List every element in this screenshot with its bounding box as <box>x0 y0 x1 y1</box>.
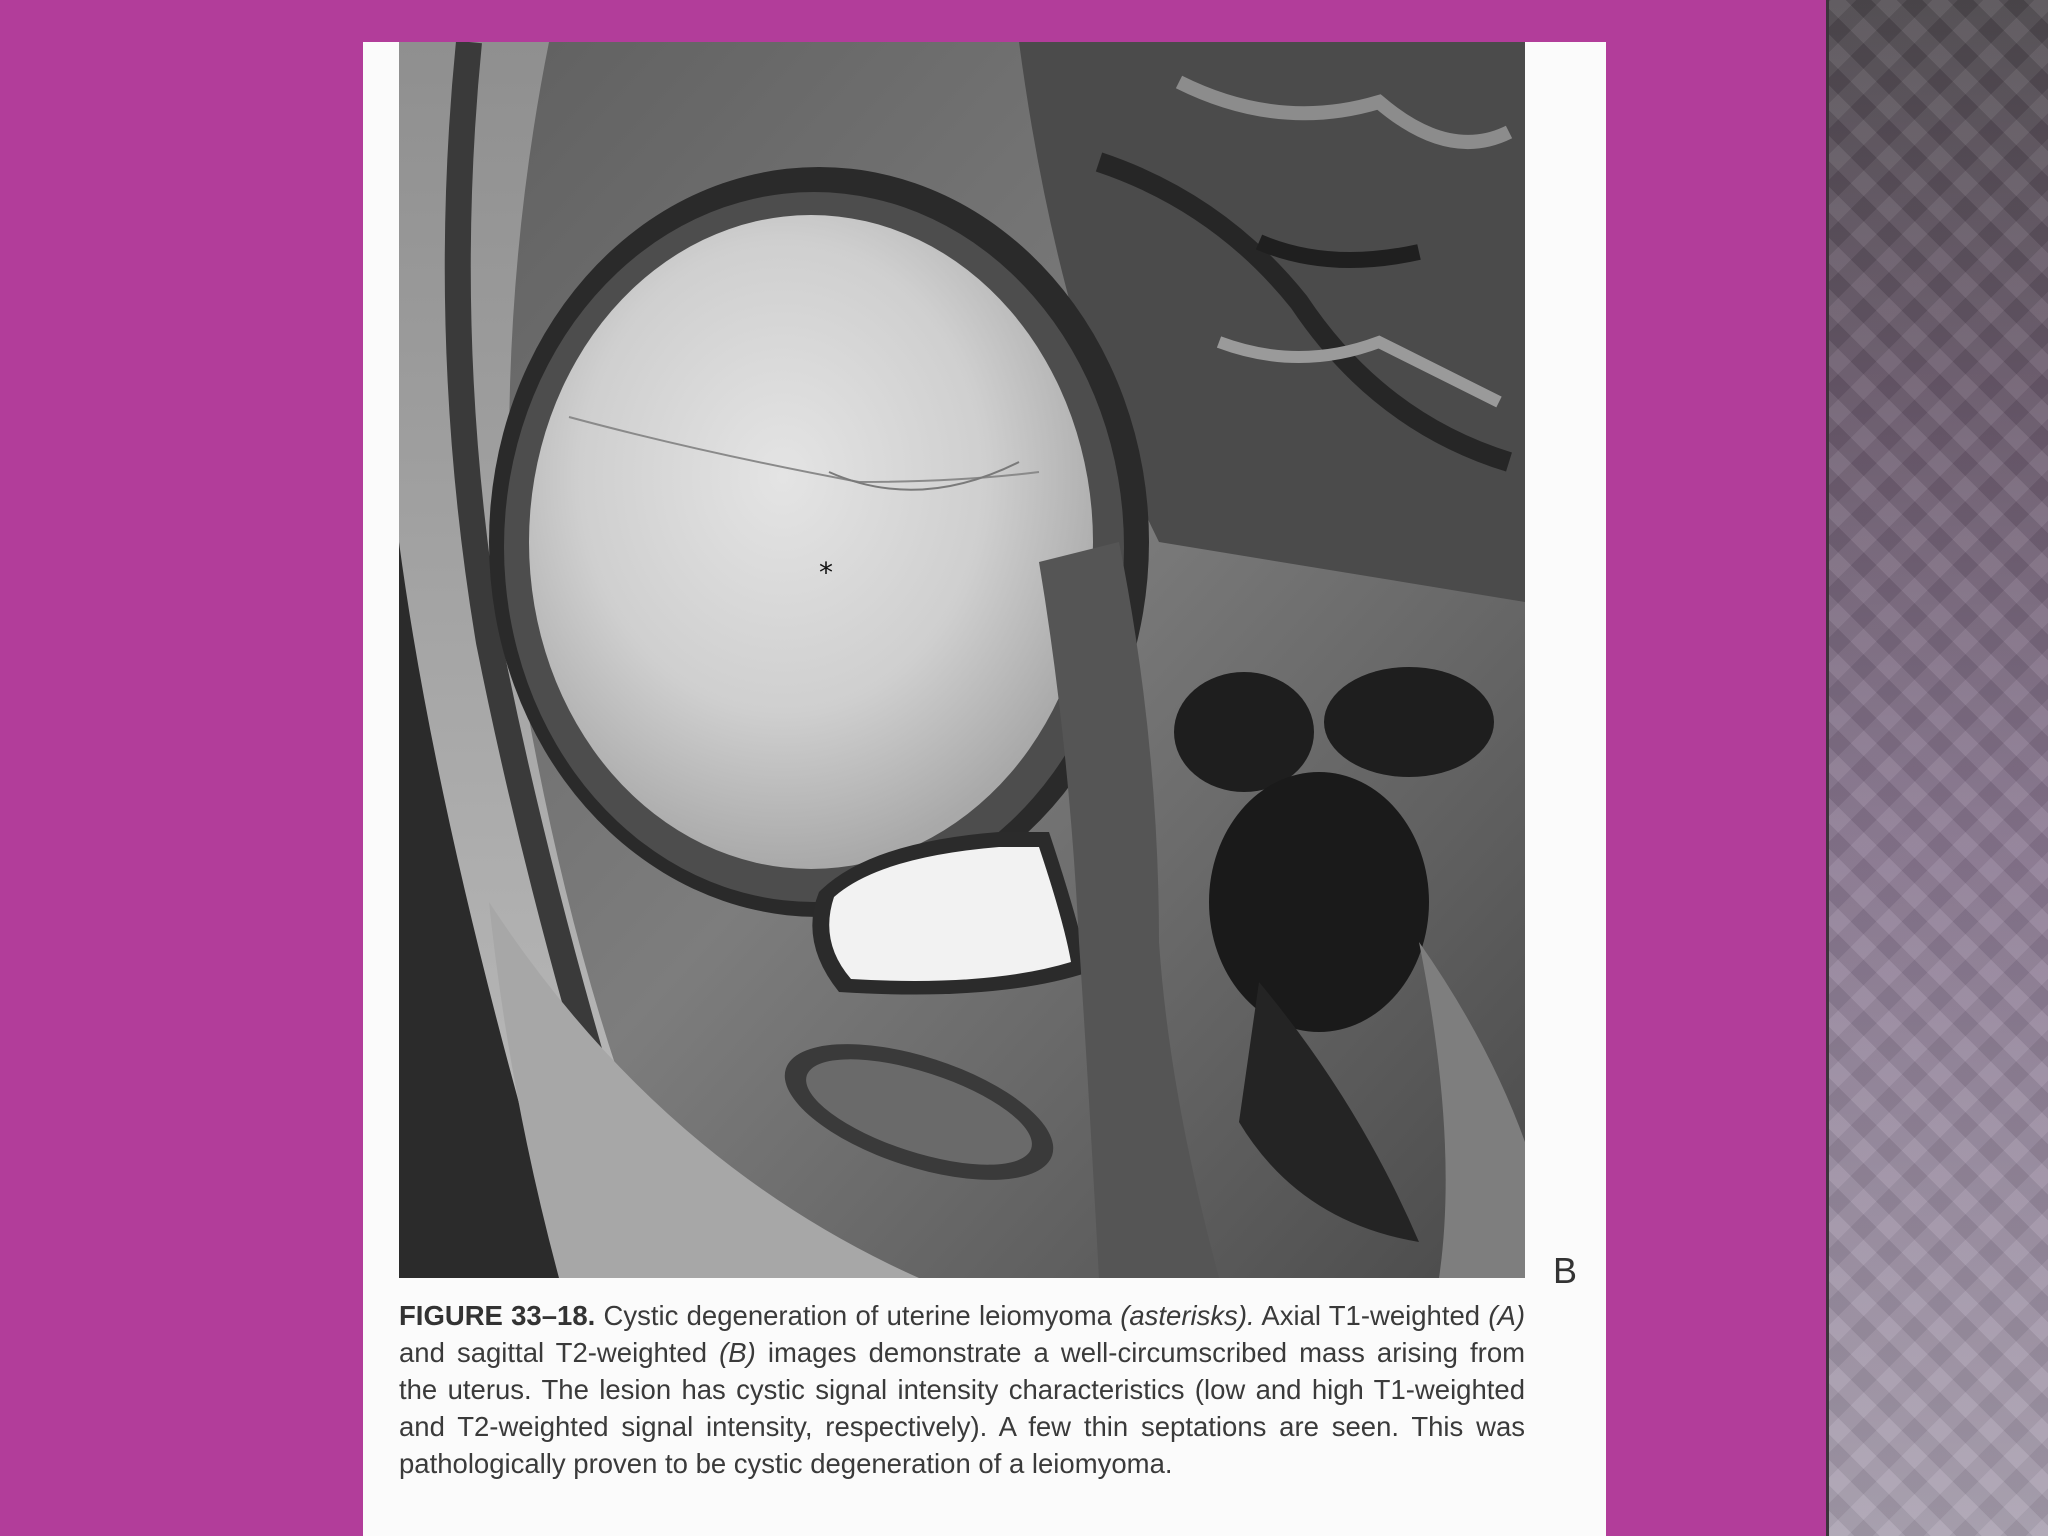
caption-italic: (asterisks). <box>1120 1300 1255 1331</box>
panel-label: B <box>1553 1250 1578 1291</box>
caption-text: and sagittal T2-weighted <box>399 1337 708 1368</box>
caption-text: images demonstrate a well-circumscribed mass arising from the uterus. The lesion has cystic signal intensity characteristics (low and high T1-weighted and T2-weighted signal intensity, respectively). A few thin septations are seen. This was pathologically proven to be cystic degeneration of a leiomyoma. <box>399 1337 1526 1479</box>
caption-text: Axial T1-weighted <box>1261 1300 1481 1331</box>
caption-italic: (B) <box>719 1337 756 1368</box>
asterisk-marker: * <box>819 556 833 589</box>
figure-number: FIGURE 33–18. <box>399 1300 596 1331</box>
decorative-side-strip <box>1826 0 2048 1536</box>
caption-text: Cystic degeneration of uterine leiomyoma <box>603 1300 1112 1331</box>
caption-italic: (A) <box>1488 1300 1526 1331</box>
mri-sagittal-image <box>399 42 1525 1278</box>
scanned-figure-page <box>363 42 1606 1536</box>
figure-caption <box>399 1297 1525 1482</box>
